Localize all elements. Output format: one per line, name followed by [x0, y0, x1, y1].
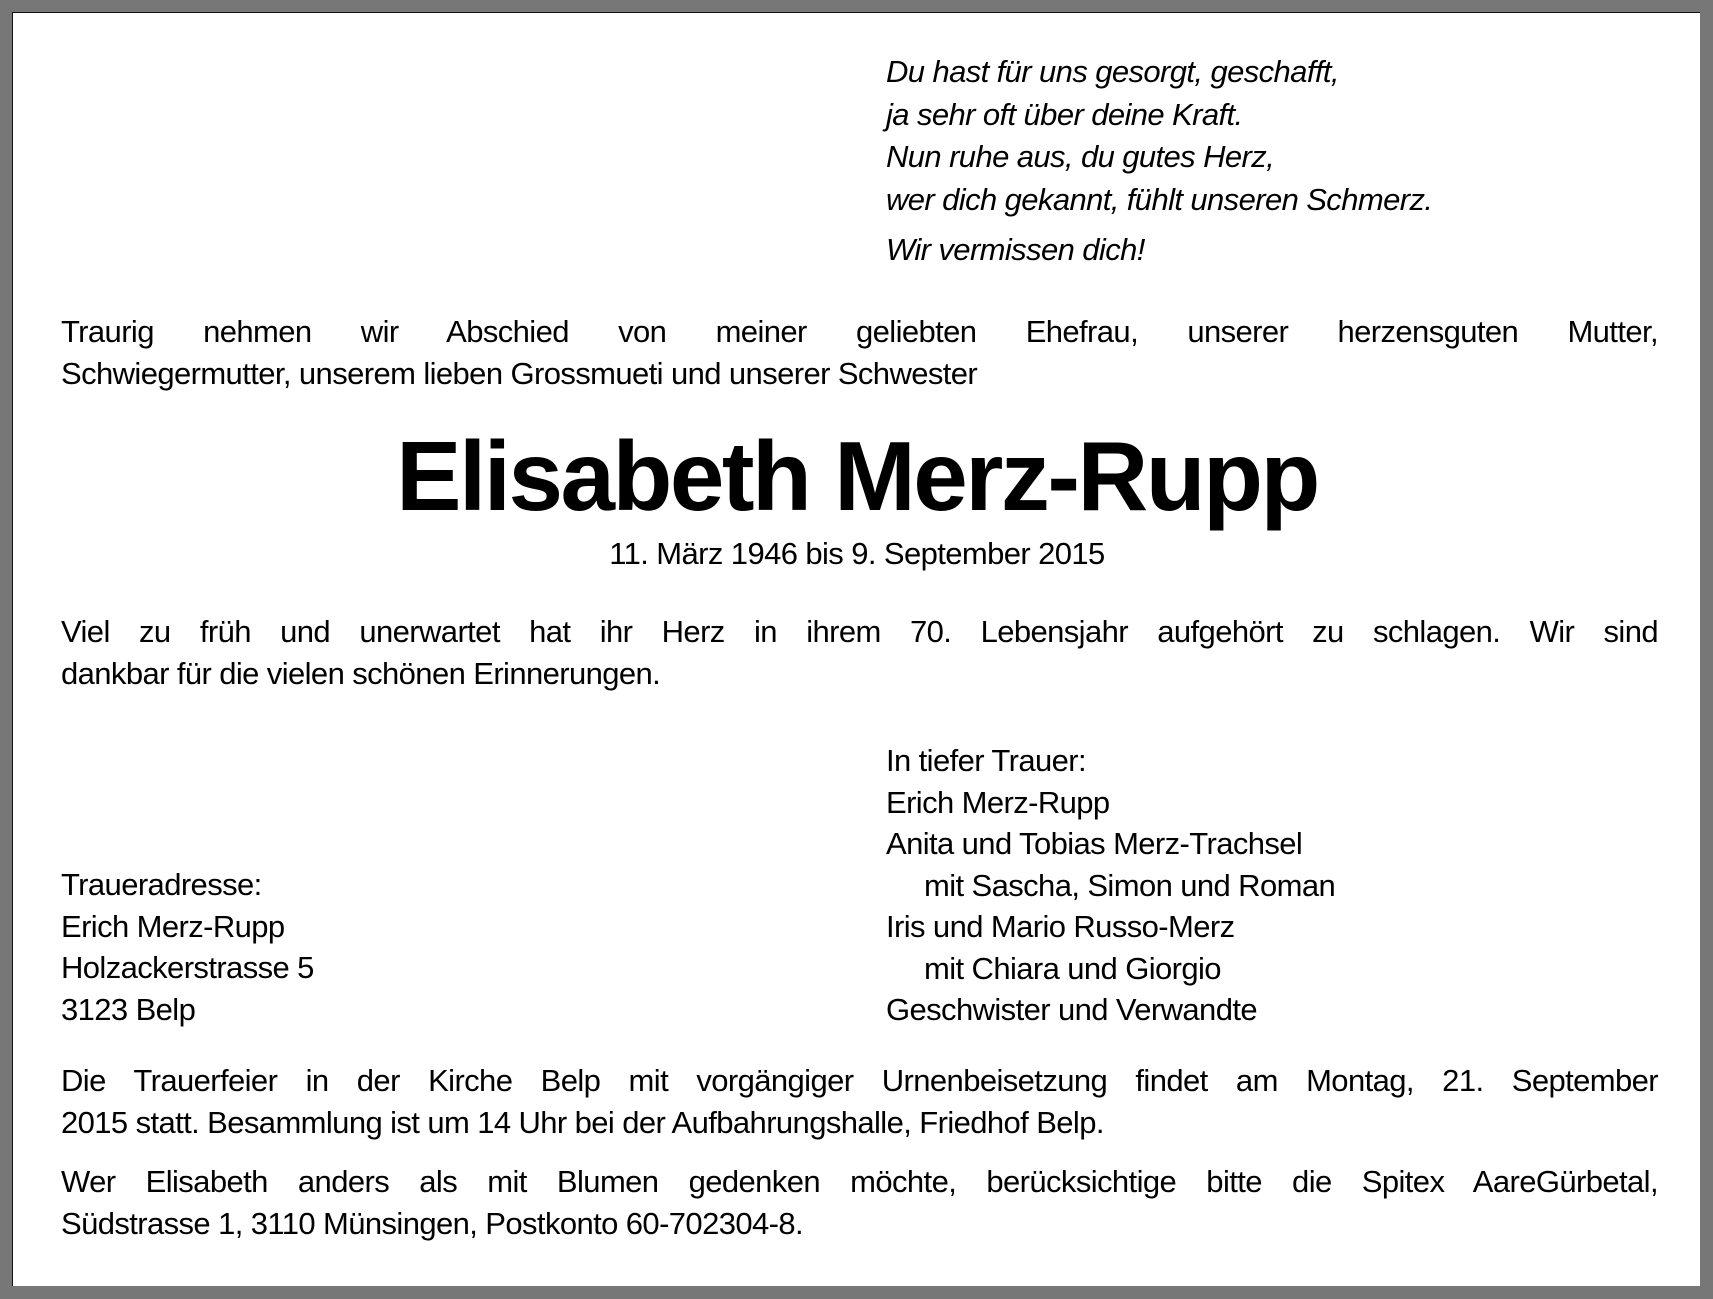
mourner-entry-indented: mit Sascha, Simon und Roman	[924, 867, 1336, 903]
ceremony-paragraph	[61, 1060, 1658, 1143]
mourner-entry: Erich Merz-Rupp	[886, 784, 1110, 820]
poem-line: Du hast für uns gesorgt, geschafft,	[886, 54, 1339, 89]
death-note-line: dankbar für die vielen schönen Erinnerungen.	[61, 655, 661, 691]
mourner-entry: Geschwister und Verwandte	[886, 992, 1257, 1027]
donation-line: Südstrasse 1, 3110 Münsingen, Postkonto 60-702304-8.	[61, 1205, 804, 1241]
mourner-entry: Anita und Tobias Merz-Trachsel	[886, 826, 1303, 861]
mourners-list	[886, 740, 1335, 1031]
intro-paragraph	[61, 311, 1658, 394]
intro-line: Schwiegermutter, unserem lieben Grossmueti und unserer Schwester	[61, 355, 978, 391]
mourning-address	[61, 864, 314, 1030]
donation-paragraph	[61, 1161, 1658, 1244]
address-street: Holzackerstrasse 5	[61, 950, 314, 985]
poem-line: ja sehr oft über deine Kraft.	[886, 96, 1243, 132]
ceremony-line: Die Trauerfeier in der Kirche Belp mit vorgängiger Urnenbeisetzung findet am Montag, 21. September	[61, 1063, 1658, 1098]
life-dates: 11. März 1946 bis 9. September 2015	[609, 536, 1105, 571]
address-city: 3123 Belp	[61, 991, 196, 1027]
poem	[886, 51, 1432, 271]
address-name: Erich Merz-Rupp	[61, 908, 285, 944]
death-note-paragraph	[61, 611, 1658, 694]
donation-line: Wer Elisabeth anders als mit Blumen gedenken möchte, berücksichtige bitte die Spitex AareGürbetal,	[61, 1164, 1658, 1199]
poem-closing: Wir vermissen dich!	[886, 232, 1145, 267]
poem-line: wer dich gekannt, fühlt unseren Schmerz.	[886, 181, 1433, 217]
deceased-name: Elisabeth Merz-Rupp	[396, 421, 1318, 531]
address-label: Traueradresse:	[61, 867, 262, 902]
mourner-entry-indented: mit Chiara und Giorgio	[924, 950, 1221, 986]
mourners-heading: In tiefer Trauer:	[886, 743, 1087, 778]
death-note-line: Viel zu früh und unerwartet hat ihr Herz in ihrem 70. Lebensjahr aufgehört zu schlagen. Wir sind	[61, 614, 1658, 649]
ceremony-line: 2015 statt. Besammlung ist um 14 Uhr bei der Aufbahrungshalle, Friedhof Belp.	[61, 1104, 1104, 1140]
intro-line: Traurig nehmen wir Abschied von meiner geliebten Ehefrau, unserer herzensguten Mutter,	[61, 314, 1658, 349]
poem-line: Nun ruhe aus, du gutes Herz,	[886, 139, 1275, 174]
mourner-entry: Iris und Mario Russo-Merz	[886, 909, 1235, 944]
obituary-page	[12, 12, 1700, 1286]
